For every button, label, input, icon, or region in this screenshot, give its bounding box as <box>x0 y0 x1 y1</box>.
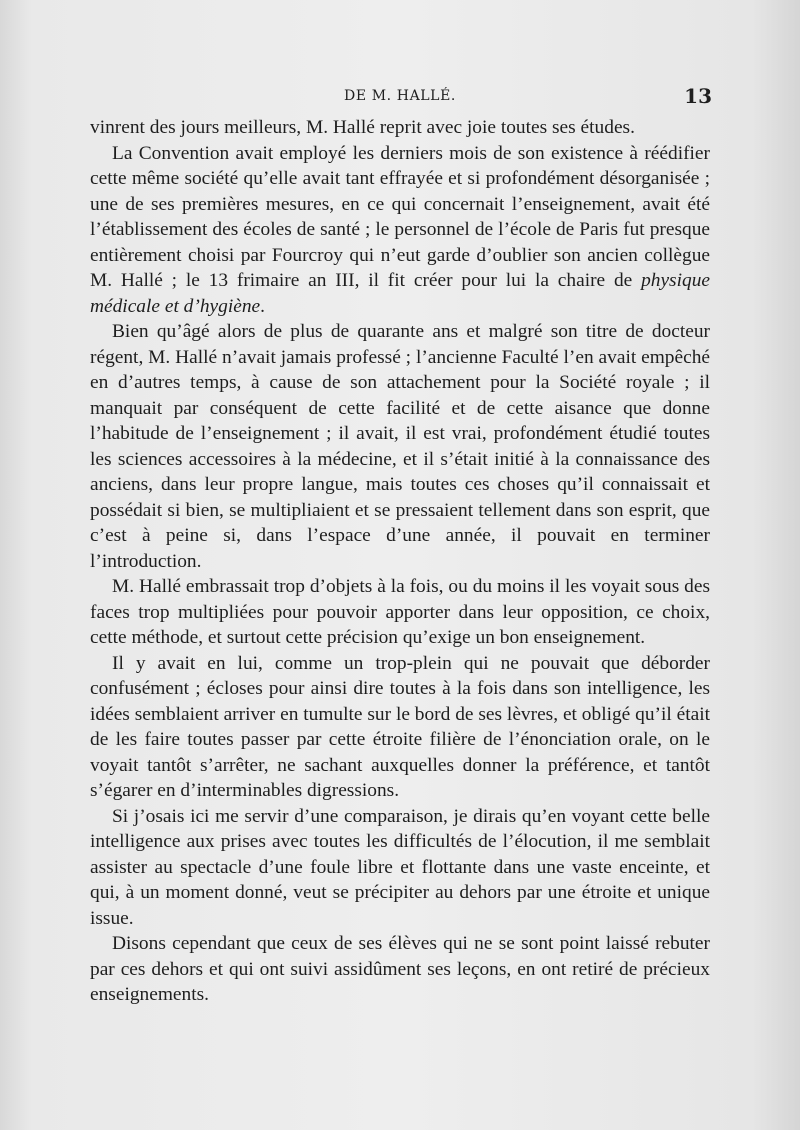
paragraph <box>90 651 710 804</box>
text-segment: La Convention avait employé les derniers mois de son existence à réédifier cette même société qu’elle avait tant effrayée et si profondément désorganisée ; une de ses premières mesures, en ce qui concernait l’enseignement, avait été l’établissement des écoles de santé ; le personnel de l’école de Paris fut presque entièrement choisi par Fourcroy qui n’eut garde d’oublier son ancien collègue M. Hallé ; le 13 frimaire an III, il fit créer pour lui la chaire de <box>90 142 710 291</box>
text-segment: Si j’osais ici me servir d’une comparaison, je dirais qu’en voyant cette belle intelligence aux prises avec toutes les difficultés de l’élocution, il me semblait assister au spectacle d’une foule libre et flottante dans une vaste enceinte, et qui, à un moment donné, veut se précipiter au dehors par une étroite et unique issue. <box>90 805 710 929</box>
page-number: 13 <box>684 84 712 108</box>
paragraph <box>90 319 710 574</box>
text-segment: Bien qu’âgé alors de plus de quarante ans et malgré son titre de docteur régent, M. Hallé n’avait jamais professé ; l’ancienne Faculté l’en avait empêché en d’autres temps, à cause de son attachement pour la Société royale ; il manquait par conséquent de cette facilité et de cette aisance que donne l’habitude de l’enseignement ; il avait, il est vrai, profondément étudié toutes les sciences accessoires à la médecine, et il s’était initié à la connaissance des anciens, dans leur propre langue, mais toutes ces choses qu’il connaissait et possédait si bien, se multipliaient et se pressaient tellement dans son esprit, que c’est à peine si, dans l’espace d’une année, il pouvait en terminer l’introduction. <box>90 321 710 572</box>
italic-text-segment: physique médicale et d’hygiène <box>90 270 710 317</box>
paragraph <box>90 141 710 320</box>
text-segment: Disons cependant que ceux de ses élèves qui ne se sont point laissé rebuter par ces dehors et qui ont suivi assidûment ses leçons, en ont retiré de précieux enseignements. <box>90 933 710 1005</box>
running-head: DE M. HALLÉ. <box>344 88 456 104</box>
paragraph <box>90 115 710 141</box>
paragraph <box>90 574 710 651</box>
page-header <box>90 86 710 116</box>
text-segment: M. Hallé embrassait trop d’objets à la fois, ou du moins il les voyait sous des faces trop multipliées pour pouvoir apporter dans leur opposition, ce choix, cette méthode, et surtout cette précision qu’exige un bon enseignement. <box>90 576 710 648</box>
text-segment: Il y avait en lui, comme un trop-plein qui ne pouvait que déborder confusément ; écloses pour ainsi dire toutes à la fois dans son intelligence, les idées semblaient arriver en tumulte sur le bord de ses lèvres, et obligé qu’il était de les faire toutes passer par cette étroite filière de l’énonciation orale, on le voyait tantôt s’arrêter, ne sachant auxquelles donner la préférence, et tantôt s’égarer en d’interminables digressions. <box>90 652 710 801</box>
text-segment: . <box>260 295 265 317</box>
text-segment: vinrent des jours meilleurs, M. Hallé reprit avec joie toutes ses études. <box>90 117 635 138</box>
paragraph <box>90 931 710 1008</box>
paragraph <box>90 804 710 932</box>
body-text <box>90 115 710 1008</box>
